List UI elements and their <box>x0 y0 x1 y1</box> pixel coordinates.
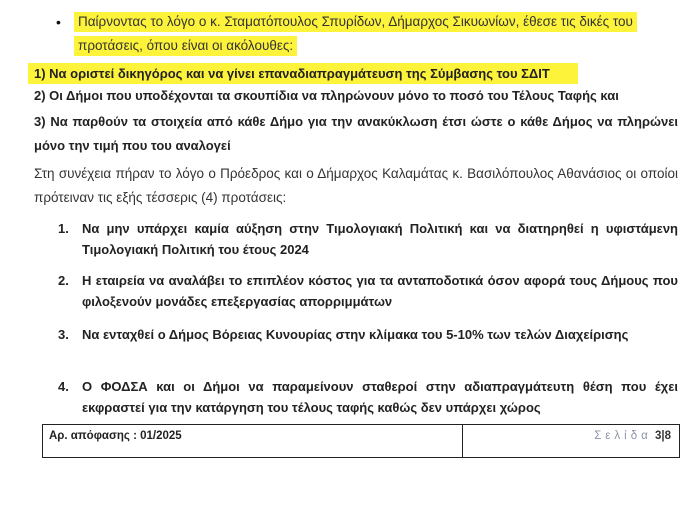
list-item-number: 2. <box>58 273 69 288</box>
list-item-text: Να μην υπάρχει καμία αύξηση στην Τιμολογιακή Πολιτική και να διατηρηθεί η υφιστάμενη Τιμολογιακή Πολιτική του έτους 2024 <box>82 221 678 257</box>
footer-table <box>42 424 680 458</box>
list-item-number: 1. <box>58 221 69 236</box>
list-item-number: 4. <box>58 379 69 394</box>
list-item-text: Να ενταχθεί ο Δήμος Βόρειας Κυνουρίας στην κλίμακα του 5-10% των τελών Διαχείρισης <box>82 327 629 342</box>
list-item-number: 3. <box>58 327 69 342</box>
proposal-3: 3) Να παρθούν τα στοιχεία από κάθε Δήμο για την ανακύκλωση έτσι ώστε ο κάθε Δήμος να πληρώνει μόνο την τιμή που του αναλογεί <box>34 114 678 153</box>
page-indicator <box>463 425 679 457</box>
intro-line-2: προτάσεις, όπου είναι οι ακόλουθες: <box>74 36 297 56</box>
bullet-icon: • <box>56 14 61 30</box>
intro-bullet-text <box>78 10 678 58</box>
proposal-1 <box>34 64 678 84</box>
proposal-2: 2) Οι Δήμοι που υποδέχονται τα σκουπίδια να πληρώνουν μόνο το ποσό του Τέλους Ταφής και <box>34 88 619 103</box>
page-number: 3|8 <box>654 430 671 442</box>
page-label: Σελίδα <box>594 430 652 442</box>
proposal-1-text: 1) Να οριστεί δικηγόρος και να γίνει επαναδιαπραγμάτευση της Σύμβασης του ΣΔΙΤ <box>28 63 578 84</box>
list-item-text: Η εταιρεία να αναλάβει το επιπλέον κόστος για τα ανταποδοτικά όσον αφορά τους Δήμους που φιλοξενούν μονάδες επεξεργασίας απορριμμάτων <box>82 273 678 309</box>
list-item-text: Ο ΦΟΔΣΑ και οι Δήμοι να παραμείνουν σταθεροί στην αδιαπραγμάτευτη θέση που έχει εκφραστεί για την κατάργηση του τέλους ταφής καθώς δεν υπάρχει χώρος <box>82 379 678 415</box>
intro-paragraph: Στη συνέχεια πήραν το λόγο ο Πρόεδρος και ο Δήμαρχος Καλαμάτας κ. Βασιλόπουλος Αθανάσιος οι οποίοι πρότειναν τις εξής τέσσερις (4) προτάσεις: <box>34 166 678 205</box>
decision-number: Αρ. απόφασης : 01/2025 <box>43 425 463 457</box>
intro-line-1: Παίρνοντας το λόγο ο κ. Σταματόπουλος Σπυρίδων, Δήμαρχος Σικυωνίων, έθεσε τις δικές του <box>74 12 637 32</box>
